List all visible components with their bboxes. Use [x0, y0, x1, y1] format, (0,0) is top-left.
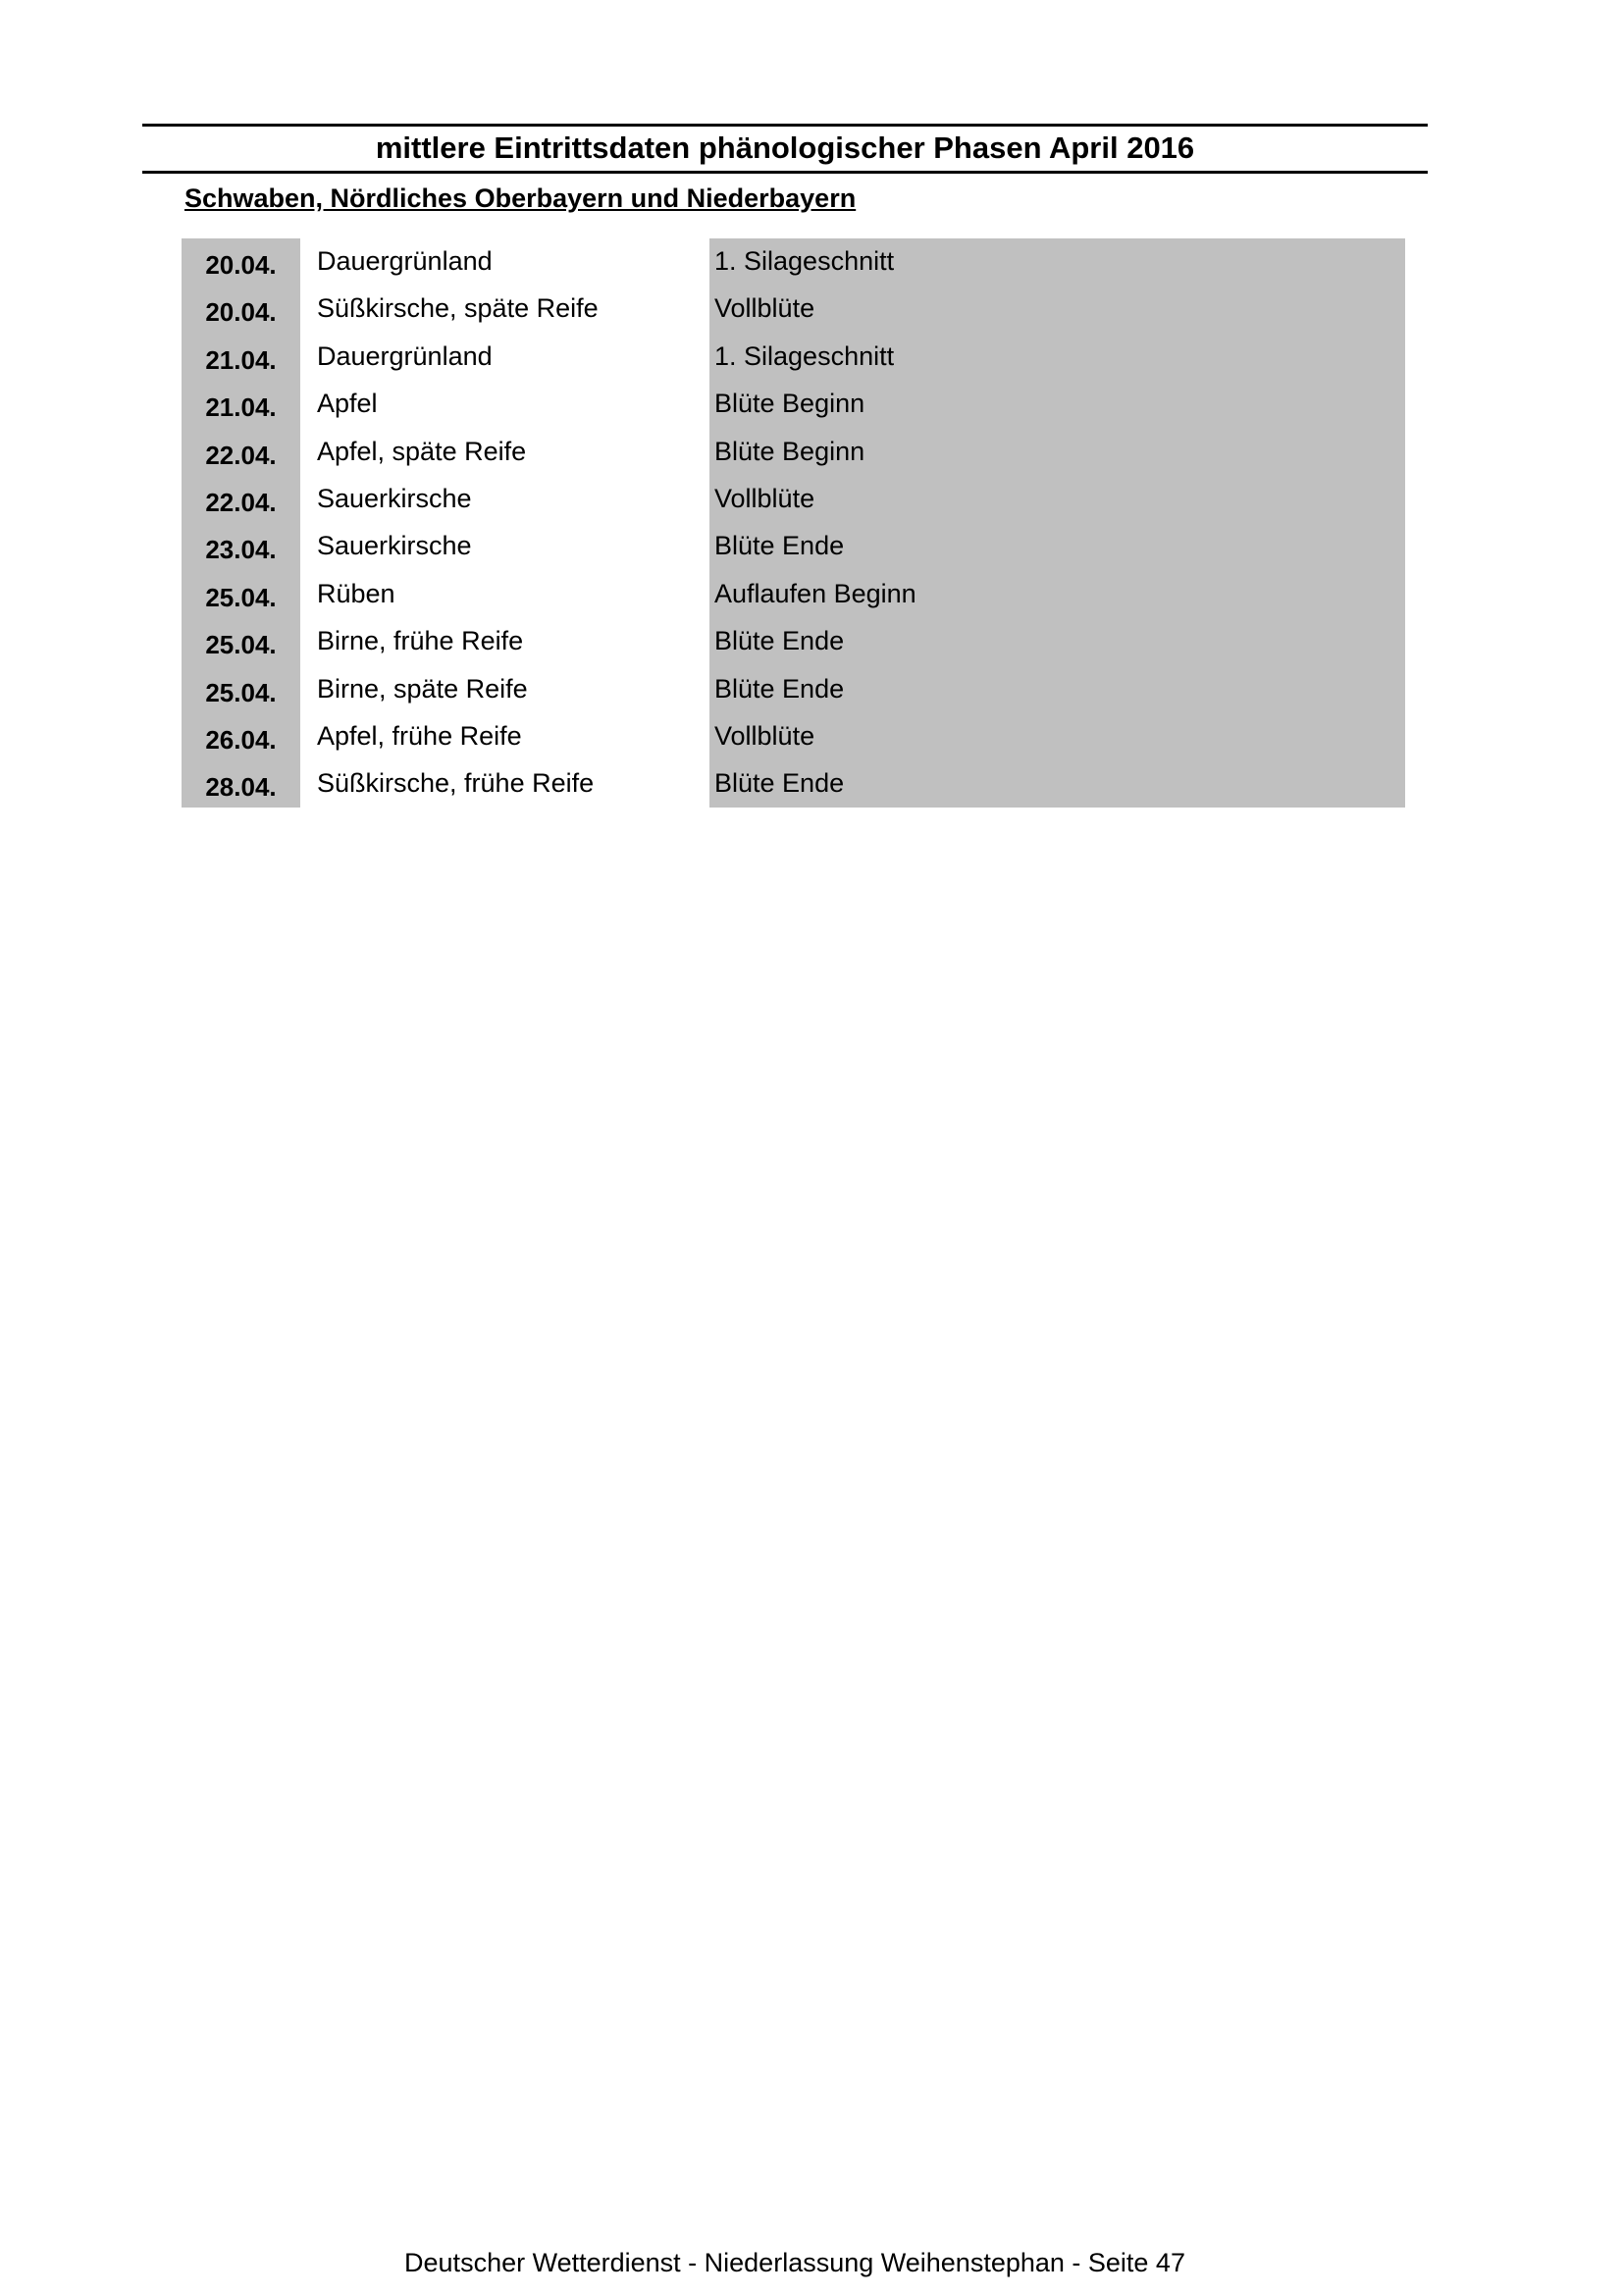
- page-footer: Deutscher Wetterdienst - Niederlassung Weihenstephan - Seite 47: [404, 2248, 1185, 2277]
- table-row: [182, 669, 1405, 716]
- row-phase: Vollblüte: [714, 720, 815, 751]
- row-plant: Apfel, frühe Reife: [317, 720, 522, 751]
- row-plant: Apfel: [317, 389, 378, 419]
- row-phase: Blüte Ende: [714, 768, 845, 799]
- page-title: mittlere Eintrittsdaten phänologischer Phasen April 2016: [375, 130, 1195, 165]
- row-plant: Dauergrünland: [317, 246, 493, 276]
- row-date: 25.04.: [205, 677, 277, 707]
- row-plant: Rüben: [317, 578, 395, 608]
- row-date: 22.04.: [205, 487, 277, 517]
- table-row: [182, 763, 1405, 810]
- region-heading: Schwaben, Nördliches Oberbayern und Niederbayern: [184, 183, 857, 213]
- row-plant: Sauerkirsche: [317, 531, 472, 561]
- table-row: [182, 526, 1405, 573]
- title-top-rule: [142, 124, 1428, 127]
- table-rows: [182, 241, 1405, 811]
- row-date: 25.04.: [205, 582, 277, 612]
- row-plant: Dauergrünland: [317, 340, 493, 371]
- row-date: 26.04.: [205, 724, 277, 755]
- row-plant: Birne, späte Reife: [317, 673, 528, 704]
- row-date: 20.04.: [205, 297, 277, 328]
- row-phase: Blüte Ende: [714, 673, 845, 704]
- row-plant: Süßkirsche, späte Reife: [317, 293, 599, 324]
- row-date: 21.04.: [205, 344, 277, 375]
- table-row: [182, 716, 1405, 763]
- row-phase: Blüte Beginn: [714, 436, 865, 466]
- row-date: 22.04.: [205, 440, 277, 470]
- row-plant: Süßkirsche, frühe Reife: [317, 768, 595, 799]
- row-date: 25.04.: [205, 630, 277, 660]
- row-date: 21.04.: [205, 392, 277, 423]
- row-plant: Apfel, späte Reife: [317, 436, 527, 466]
- table-row: [182, 337, 1405, 384]
- table-row: [182, 384, 1405, 431]
- row-phase: Vollblüte: [714, 293, 815, 324]
- title-bottom-rule: [142, 171, 1428, 174]
- table-row: [182, 479, 1405, 526]
- row-date: 20.04.: [205, 250, 277, 280]
- table-row: [182, 241, 1405, 288]
- row-phase: 1. Silageschnitt: [714, 246, 895, 276]
- table-row: [182, 621, 1405, 668]
- row-date: 28.04.: [205, 772, 277, 803]
- table-row: [182, 574, 1405, 621]
- row-phase: 1. Silageschnitt: [714, 340, 895, 371]
- row-plant: Sauerkirsche: [317, 483, 472, 513]
- row-phase: Blüte Beginn: [714, 389, 865, 419]
- row-phase: Blüte Ende: [714, 626, 845, 656]
- row-plant: Birne, frühe Reife: [317, 626, 524, 656]
- row-date: 23.04.: [205, 535, 277, 565]
- table-row: [182, 288, 1405, 336]
- row-phase: Vollblüte: [714, 483, 815, 513]
- row-phase: Blüte Ende: [714, 531, 845, 561]
- table-row: [182, 432, 1405, 479]
- row-phase: Auflaufen Beginn: [714, 578, 916, 608]
